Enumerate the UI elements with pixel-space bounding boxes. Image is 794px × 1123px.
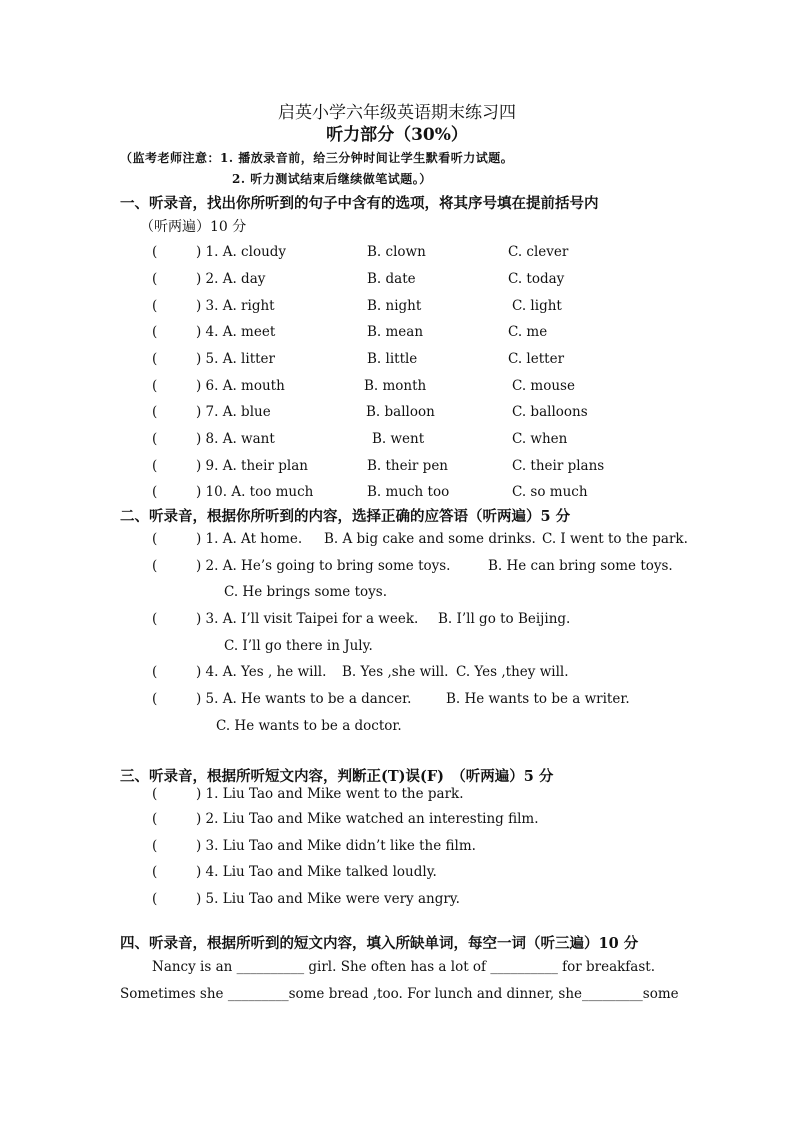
statement-text: ) 2. Liu Tao and Mike watched an interesting film. [196, 811, 539, 827]
list-item [152, 664, 712, 684]
item-option-a: ) 4. A. Yes , he will. [196, 664, 327, 680]
list-item [152, 378, 712, 398]
item-option-c: C. light [512, 298, 562, 314]
answer-bracket[interactable]: ( [152, 786, 158, 802]
statement-text: ) 4. Liu Tao and Mike talked loudly. [196, 864, 437, 880]
item-option-a: ) 3. A. I’ll visit Taipei for a week. [196, 611, 419, 627]
answer-bracket[interactable]: ( [152, 298, 158, 314]
item-option-c: C. their plans [512, 458, 605, 474]
item-option-c: C. today [508, 271, 565, 287]
item-option-a: ) 5. A. litter [196, 351, 275, 367]
answer-bracket[interactable]: ( [152, 558, 158, 574]
item-option-a: ) 10. A. too much [196, 484, 314, 500]
item-option-a: ) 8. A. want [196, 431, 275, 447]
item-option-c: C. so much [512, 484, 588, 500]
answer-bracket[interactable]: ( [152, 458, 158, 474]
item-option-a: ) 3. A. right [196, 298, 275, 314]
answer-bracket[interactable]: ( [152, 838, 158, 854]
answer-bracket[interactable]: ( [152, 891, 158, 907]
list-item [152, 244, 712, 264]
item-option-c: C. mouse [512, 378, 575, 394]
item-option-b: B. mean [367, 324, 424, 340]
list-item [152, 271, 712, 291]
list-item [152, 484, 712, 504]
proctor-note-1: （监考老师注意：1. 播放录音前，给三分钟时间让学生默看听力试题。 [120, 151, 514, 165]
item-option-b: B. A big cake and some drinks. [324, 531, 536, 547]
statement-text: ) 3. Liu Tao and Mike didn’t like the film. [196, 838, 476, 854]
item-option-b: B. night [367, 298, 422, 314]
item-option-c: C. balloons [512, 404, 588, 420]
list-item [152, 691, 712, 711]
item-option-b: B. little [367, 351, 418, 367]
item-option-b: B. date [367, 271, 416, 287]
item-option-b: B. He wants to be a writer. [446, 691, 630, 707]
item-option-a: ) 1. A. cloudy [196, 244, 287, 260]
list-item [152, 811, 712, 831]
item-option-c: C. clever [508, 244, 569, 260]
answer-bracket[interactable]: ( [152, 811, 158, 827]
answer-bracket[interactable]: ( [152, 484, 158, 500]
item-option-b: B. He can bring some toys. [488, 558, 673, 574]
list-item [152, 558, 712, 578]
item-option-a: ) 6. A. mouth [196, 378, 285, 394]
item-option-c: C. when [512, 431, 568, 447]
list-item [152, 404, 712, 424]
cloze-line-2[interactable]: Sometimes she _________some bread ,too. For lunch and dinner, she_________some [120, 986, 679, 1002]
item-option-c: C. He brings some toys. [224, 584, 387, 600]
item-option-c: C. He wants to be a doctor. [216, 718, 402, 734]
item-option-b: B. Yes ,she will. [342, 664, 449, 680]
page-subtitle: 听力部分（30%） [326, 125, 468, 145]
answer-bracket[interactable]: ( [152, 531, 158, 547]
item-option-b: B. I’ll go to Beijing. [438, 611, 571, 627]
section1-heading: 一、听录音，找出你所听到的句子中含有的选项，将其序号填在提前括号内 [120, 195, 599, 212]
answer-bracket[interactable]: ( [152, 324, 158, 340]
page-title: 启英小学六年级英语期末练习四 [278, 103, 516, 123]
answer-bracket[interactable]: ( [152, 664, 158, 680]
item-option-c: C. I went to the park. [542, 531, 688, 547]
item-option-a: ) 5. A. He wants to be a dancer. [196, 691, 412, 707]
list-item [152, 838, 712, 858]
item-option-b: B. their pen [367, 458, 448, 474]
section2-heading: 二、听录音，根据你所听到的内容，选择正确的应答语（听两遍）5 分 [120, 508, 571, 525]
item-option-c: C. I’ll go there in July. [224, 638, 373, 654]
list-item [152, 891, 712, 911]
item-option-a: ) 4. A. meet [196, 324, 276, 340]
list-item [152, 531, 712, 551]
list-item [152, 324, 712, 344]
item-option-c: C. letter [508, 351, 565, 367]
item-option-a: ) 2. A. He’s going to bring some toys. [196, 558, 451, 574]
item-option-c: C. Yes ,they will. [456, 664, 569, 680]
list-item [152, 431, 712, 451]
list-item [152, 351, 712, 371]
item-option-a: ) 1. A. At home. [196, 531, 303, 547]
proctor-note-2: 2. 听力测试结束后继续做笔试题。） [232, 172, 432, 186]
list-item [152, 611, 712, 631]
answer-bracket[interactable]: ( [152, 404, 158, 420]
item-option-c: C. me [508, 324, 548, 340]
item-option-b: B. went [372, 431, 425, 447]
section3-heading: 三、听录音，根据所听短文内容，判断正(T)误(F) （听两遍）5 分 [120, 768, 554, 785]
list-item [152, 864, 712, 884]
item-option-b: B. much too [367, 484, 450, 500]
item-option-a: ) 7. A. blue [196, 404, 271, 420]
statement-text: ) 5. Liu Tao and Mike were very angry. [196, 891, 460, 907]
section4-heading: 四、听录音，根据所听到的短文内容，填入所缺单词，每空一词（听三遍）10 分 [120, 935, 639, 952]
answer-bracket[interactable]: ( [152, 691, 158, 707]
item-option-b: B. clown [367, 244, 426, 260]
item-option-b: B. balloon [366, 404, 435, 420]
answer-bracket[interactable]: ( [152, 271, 158, 287]
section1-heading-cont: （听两遍）10 分 [140, 219, 247, 235]
list-item [152, 786, 712, 806]
item-option-a: ) 2. A. day [196, 271, 266, 287]
cloze-line-1[interactable]: Nancy is an __________ girl. She often has a lot of __________ for breakfast. [152, 959, 656, 975]
answer-bracket[interactable]: ( [152, 864, 158, 880]
answer-bracket[interactable]: ( [152, 244, 158, 260]
list-item [152, 298, 712, 318]
answer-bracket[interactable]: ( [152, 611, 158, 627]
item-option-a: ) 9. A. their plan [196, 458, 308, 474]
item-option-b: B. month [364, 378, 427, 394]
answer-bracket[interactable]: ( [152, 431, 158, 447]
statement-text: ) 1. Liu Tao and Mike went to the park. [196, 786, 464, 802]
answer-bracket[interactable]: ( [152, 351, 158, 367]
list-item [152, 458, 712, 478]
answer-bracket[interactable]: ( [152, 378, 158, 394]
